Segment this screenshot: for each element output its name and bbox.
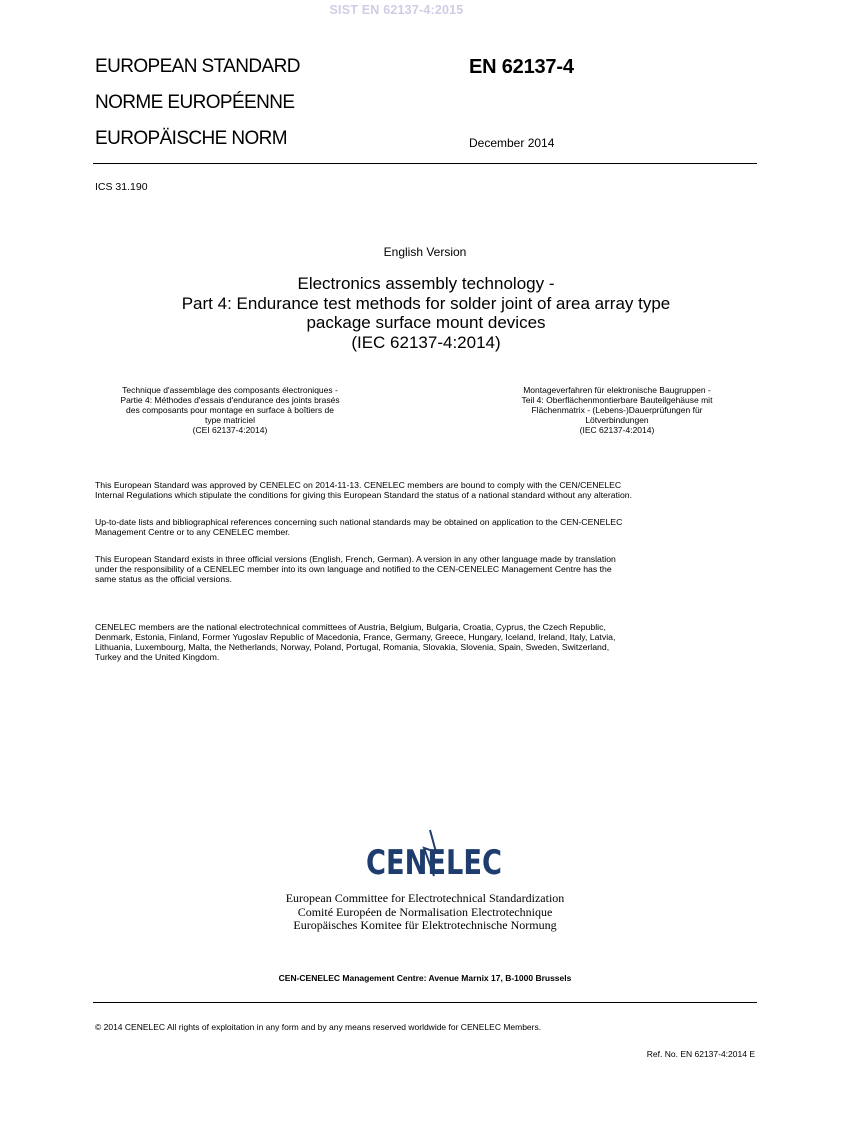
standard-number: EN 62137-4 <box>469 56 574 78</box>
committee-line: Comité Européen de Normalisation Electrotechnique <box>297 904 553 919</box>
logo-wordmark: CENELEC <box>366 843 502 883</box>
ics-code: ICS 31.190 <box>95 181 148 193</box>
standard-name-fr: NORME EUROPÉENNE <box>95 92 295 113</box>
official-versions-paragraph <box>95 554 759 584</box>
paragraph-line: Up-to-date lists and bibliographical references concerning such national standards may be obtained on application to the CEN-CENELEC <box>95 517 623 527</box>
title-line: Part 4: Endurance test methods for solder joint of area array type <box>181 293 671 313</box>
german-title-line: Teil 4: Oberflächenmontierbare Bauteilgehäuse mit <box>521 395 713 405</box>
publication-date: December 2014 <box>469 136 555 150</box>
paragraph-line: This European Standard was approved by CENELEC on 2014-11-13. CENELEC members are bound to comply with the CEN/CENELEC <box>95 480 622 490</box>
paragraph-line: This European Standard exists in three official versions (English, French, German). A version in any other language made by translation <box>95 554 616 564</box>
approval-paragraph <box>95 480 759 500</box>
reference-number: Ref. No. EN 62137-4:2014 E <box>646 1049 755 1059</box>
title-line: (IEC 62137-4:2014) <box>351 332 501 352</box>
footer-divider <box>93 1002 757 1003</box>
national-lists-paragraph <box>95 517 759 537</box>
paragraph-line: Denmark, Estonia, Finland, Former Yugoslav Republic of Macedonia, France, Germany, Greece, Hungary, Iceland, Ireland, Italy, Latvia, <box>95 632 616 642</box>
german-title-line: Lötverbindungen <box>585 415 649 425</box>
members-paragraph <box>95 622 759 662</box>
german-title-line: Montageverfahren für elektronische Baugruppen - <box>523 385 711 395</box>
french-title-line: Technique d'assemblage des composants électroniques - <box>122 385 338 395</box>
title-line: package surface mount devices <box>306 313 546 332</box>
watermark-text: SIST EN 62137-4:2015 <box>329 3 464 17</box>
committee-line: Europäisches Komitee für Elektrotechnische Normung <box>293 918 557 932</box>
paragraph-line: Management Centre or to any CENELEC member. <box>95 527 291 537</box>
french-title-line: Partie 4: Méthodes d'essais d'endurance des joints brasés <box>120 395 340 405</box>
header-divider <box>93 163 757 164</box>
french-title-line: des composants pour montage en surface à boîtiers de <box>126 405 334 415</box>
german-title-line: (IEC 62137-4:2014) <box>579 425 655 435</box>
german-title <box>477 385 757 435</box>
standard-name-de: EUROPÄISCHE NORM <box>95 128 288 149</box>
document-title <box>95 274 757 352</box>
paragraph-line: same status as the official versions. <box>95 574 232 584</box>
french-title <box>90 385 370 435</box>
committee-names <box>0 892 850 933</box>
paragraph-line: Internal Regulations which stipulate the conditions for giving this European Standard the status of a national standard without any alteration. <box>95 490 633 500</box>
french-title-line: type matriciel <box>204 415 256 425</box>
standard-name-en: EUROPEAN STANDARD <box>95 56 300 77</box>
title-line: Electronics assembly technology - <box>297 274 555 293</box>
french-title-line: (CEI 62137-4:2014) <box>192 425 268 435</box>
committee-line: European Committee for Electrotechnical Standardization <box>285 891 565 905</box>
paragraph-line: under the responsibility of a CENELEC member into its own language and notified to the CEN-CENELEC Management Centre has the <box>95 564 612 574</box>
german-title-line: Flächenmatrix - (Lebens-)Dauerprüfungen für <box>531 405 703 415</box>
paragraph-line: CENELEC members are the national electrotechnical committees of Austria, Belgium, Bulgaria, Croatia, Cyprus, the Czech Republic, <box>95 622 606 632</box>
paragraph-line: Turkey and the United Kingdom. <box>95 652 220 662</box>
version-label: English Version <box>383 245 467 259</box>
copyright-notice: © 2014 CENELEC All rights of exploitation in any form and by any means reserved worldwide for CENELEC Members. <box>95 1022 542 1032</box>
cenelec-logo <box>366 828 506 883</box>
paragraph-line: Lithuania, Luxembourg, Malta, the Netherlands, Norway, Poland, Portugal, Romania, Slovakia, Slovenia, Spain, Sweden, Switzerland, <box>95 642 610 652</box>
management-centre-address: CEN-CENELEC Management Centre: Avenue Marnix 17, B-1000 Brussels <box>278 973 572 983</box>
